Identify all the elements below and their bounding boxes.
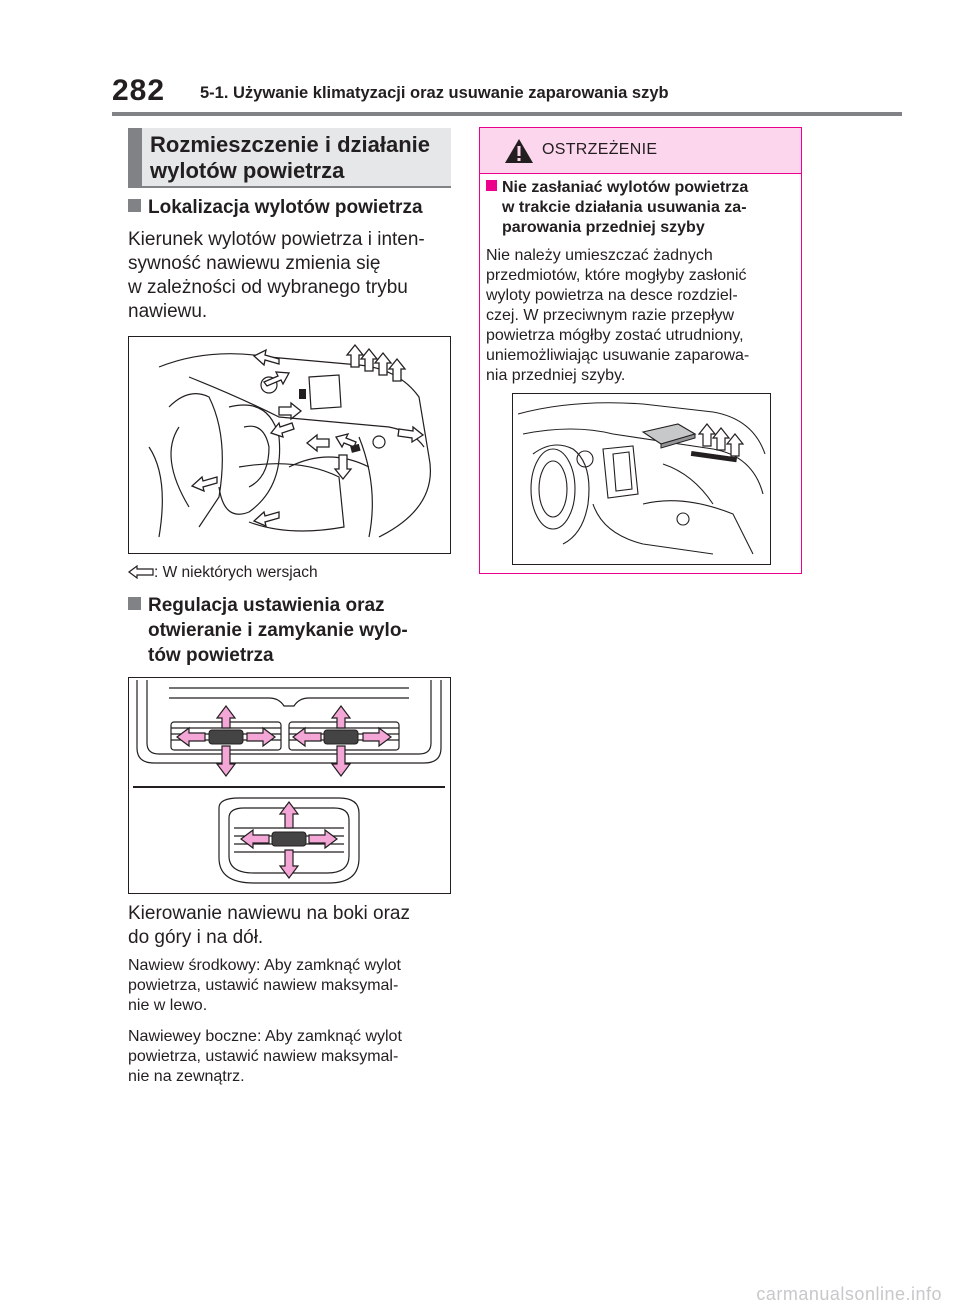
vent-location-figure <box>128 336 451 554</box>
subheading-line: parowania przedniej szyby <box>502 219 705 236</box>
text-line: sywność nawiewu zmienia się <box>128 253 381 274</box>
dashboard-object-illustration <box>513 394 769 563</box>
page-header <box>112 74 902 114</box>
text-line: nie na zewnątrz. <box>128 1068 245 1085</box>
square-bullet-icon <box>128 597 141 610</box>
footer-watermark: carmanualsonline.info <box>756 1284 942 1304</box>
text-line: wyloty powietrza na desce rozdziel- <box>486 287 738 304</box>
text-line: powietrza, ustawić nawiew maksymal- <box>128 1048 399 1065</box>
text-line: nie w lewo. <box>128 997 208 1014</box>
text-line: w zależności od wybranego trybu <box>128 277 408 298</box>
subheading-line: w trakcie działania usuwania za- <box>502 199 747 216</box>
blocked-vent-figure <box>512 393 771 565</box>
vent-adjust-figure <box>128 677 451 894</box>
text-line: Nawiew środkowy: Aby zamknąć wylot <box>128 957 401 974</box>
adjust-heading <box>128 593 408 668</box>
section-title-line: wylotów powietrza <box>150 158 345 183</box>
car-interior-illustration <box>129 337 449 552</box>
legend-text: : W niektórych wersjach <box>154 564 318 581</box>
square-bullet-icon <box>128 199 141 212</box>
header-rule <box>112 112 902 116</box>
location-heading-text: Lokalizacja wylotów powietrza <box>148 197 423 218</box>
warning-subheading <box>486 178 796 238</box>
text-line: Kierowanie nawiewu na boki oraz <box>128 903 410 924</box>
section-title <box>128 128 451 186</box>
section-title-line: Rozmieszczenie i działanie <box>150 132 430 157</box>
section-rule <box>128 186 451 188</box>
pink-square-bullet-icon <box>486 180 497 191</box>
vent-adjust-illustration <box>129 678 449 892</box>
text-line: powietrza, ustawić nawiew maksymal- <box>128 977 399 994</box>
adjust-text <box>128 902 410 950</box>
subheading-line: Nie zasłaniać wylotów powietrza <box>502 179 749 196</box>
location-text <box>128 228 425 324</box>
page-number: 282 <box>112 74 166 107</box>
heading-line: Regulacja ustawienia oraz <box>148 595 385 616</box>
text-line: Kierunek wylotów powietrza i inten- <box>128 229 425 250</box>
warning-header <box>480 128 801 174</box>
center-vent-note <box>128 956 401 1016</box>
text-line: do góry i na dół. <box>128 927 264 948</box>
warning-triangle-icon <box>504 138 534 164</box>
text-line: czej. W przeciwnym razie przepływ <box>486 307 735 324</box>
heading-line: tów powietrza <box>148 645 274 666</box>
warning-box <box>479 127 802 574</box>
warning-body <box>486 246 796 386</box>
text-line: Nawiewey boczne: Aby zamknąć wylot <box>128 1028 402 1045</box>
location-heading <box>128 195 423 220</box>
optional-arrow-icon <box>128 565 154 579</box>
text-line: uniemożliwiając usuwanie zaparowa- <box>486 347 750 364</box>
text-line: Nie należy umieszczać żadnych <box>486 247 713 264</box>
text-line: przedmiotów, które mogłyby zasłonić <box>486 267 747 284</box>
warning-title: OSTRZEŻENIE <box>542 141 658 158</box>
legend-row <box>128 563 318 583</box>
chapter-title: 5-1. Używanie klimatyzacji oraz usuwanie zaparowania szyb <box>200 84 669 102</box>
text-line: nia przedniej szyby. <box>486 367 626 384</box>
text-line: nawiewu. <box>128 301 208 322</box>
text-line: powietrza mógłby zostać utrudniony, <box>486 327 744 344</box>
heading-line: otwieranie i zamykanie wylo- <box>148 620 408 641</box>
side-vent-note <box>128 1027 402 1087</box>
